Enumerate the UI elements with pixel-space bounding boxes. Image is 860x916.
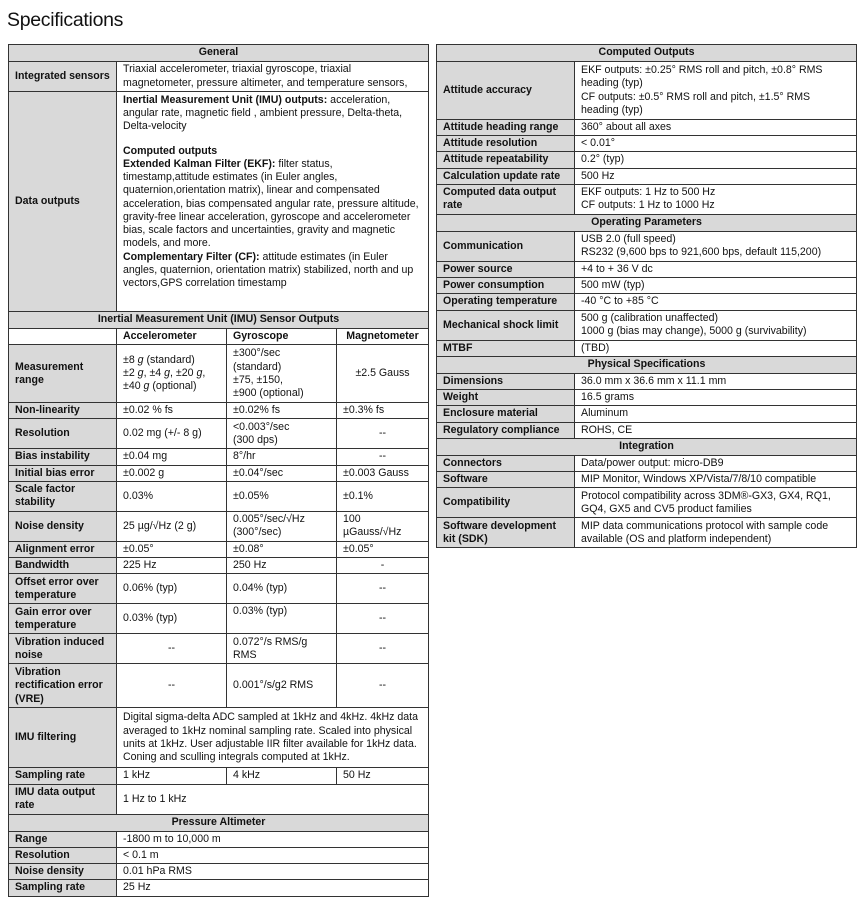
data-outputs-value: [117, 92, 429, 312]
power-consumption-label: Power consumption: [437, 278, 575, 294]
attitude-heading-range-label: Attitude heading range: [437, 120, 575, 136]
dimensions-value: 36.0 mm x 36.6 mm x 11.1 mm: [575, 373, 857, 389]
vibration-noise-accel: --: [117, 634, 227, 664]
imu-col-blank: [9, 329, 117, 345]
pressure-resolution-value: < 0.1 m: [117, 847, 429, 863]
scale-factor-label: Scale factor stability: [9, 481, 117, 511]
software-label: Software: [437, 472, 575, 488]
mechanical-shock-label: Mechanical shock limit: [437, 310, 575, 340]
calculation-update-rate-value: 500 Hz: [575, 168, 857, 184]
computed-output-rate-label: Computed data output rate: [437, 184, 575, 214]
resolution-accel: 0.02 mg (+/- 8 g): [117, 419, 227, 449]
col-accelerometer: Accelerometer: [117, 329, 227, 345]
alignment-error-mag: ±0.05°: [337, 541, 429, 557]
attitude-accuracy-value: EKF outputs: ±0.25° RMS roll and pitch, ±0.8° RMS heading (typ) CF outputs: ±0.5° RMS roll and pitch, ±1.5° RMS heading (typ): [575, 62, 857, 120]
power-source-value: +4 to + 36 V dc: [575, 261, 857, 277]
pressure-noise-density-value: 0.01 hPa RMS: [117, 864, 429, 880]
imu-data-output-rate-label: IMU data output rate: [9, 784, 117, 814]
sdk-value: MIP data communications protocol with sample code available (OS and platform independent): [575, 518, 857, 548]
nonlinearity-mag: ±0.3% fs: [337, 403, 429, 419]
pressure-range-value: -1800 m to 10,000 m: [117, 831, 429, 847]
computed-outputs-heading: Computed outputs: [123, 144, 218, 157]
nonlinearity-label: Non-linearity: [9, 403, 117, 419]
weight-value: 16.5 grams: [575, 390, 857, 406]
alignment-error-gyro: ±0.08°: [227, 541, 337, 557]
gain-error-mag: --: [337, 604, 429, 634]
vre-gyro: 0.001°/s/g2 RMS: [227, 664, 337, 708]
noise-density-mag: 100 µGauss/√Hz: [337, 511, 429, 541]
bias-instability-gyro: 8°/hr: [227, 449, 337, 465]
mechanical-shock-value: 500 g (calibration unaffected) 1000 g (bias may change), 5000 g (survivability): [575, 310, 857, 340]
sdk-label: Software development kit (SDK): [437, 518, 575, 548]
col-gyroscope: Gyroscope: [227, 329, 337, 345]
offset-error-mag: --: [337, 574, 429, 604]
communication-label: Communication: [437, 231, 575, 261]
gain-error-accel: 0.03% (typ): [117, 604, 227, 634]
pressure-noise-density-label: Noise density: [9, 864, 117, 880]
nonlinearity-gyro: ±0.02% fs: [227, 403, 337, 419]
bias-instability-accel: ±0.04 mg: [117, 449, 227, 465]
weight-label: Weight: [437, 390, 575, 406]
measurement-range-gyro: ±300°/sec (standard) ±75, ±150, ±900 (optional): [227, 345, 337, 403]
imu-header: Inertial Measurement Unit (IMU) Sensor Outputs: [9, 312, 429, 329]
resolution-gyro: <0.003°/sec (300 dps): [227, 419, 337, 449]
mtbf-value: (TBD): [575, 340, 857, 356]
measurement-range-accel: ±8 g (standard) ±2 g, ±4 g, ±20 g, ±40 g (optional): [117, 345, 227, 403]
scale-factor-gyro: ±0.05%: [227, 481, 337, 511]
attitude-repeatability-label: Attitude repeatability: [437, 152, 575, 168]
alignment-error-accel: ±0.05°: [117, 541, 227, 557]
operating-temperature-value: -40 °C to +85 °C: [575, 294, 857, 310]
col-magnetometer: Magnetometer: [337, 329, 429, 345]
right-spec-table: [436, 44, 857, 548]
integration-header: Integration: [437, 438, 857, 455]
imu-sampling-rate-label: Sampling rate: [9, 768, 117, 784]
attitude-resolution-value: < 0.01°: [575, 136, 857, 152]
enclosure-material-label: Enclosure material: [437, 406, 575, 422]
communication-value: USB 2.0 (full speed) RS232 (9,600 bps to 921,600 bps, default 115,200): [575, 231, 857, 261]
integrated-sensors-label: Integrated sensors: [9, 62, 117, 92]
offset-error-gyro: 0.04% (typ): [227, 574, 337, 604]
connectors-value: Data/power output: micro-DB9: [575, 455, 857, 471]
vre-label: Vibration rectification error (VRE): [9, 664, 117, 708]
offset-error-label: Offset error over temperature: [9, 574, 117, 604]
offset-error-accel: 0.06% (typ): [117, 574, 227, 604]
physical-specifications-header: Physical Specifications: [437, 356, 857, 373]
bias-instability-label: Bias instability: [9, 449, 117, 465]
imu-sampling-rate-mag: 50 Hz: [337, 768, 429, 784]
attitude-accuracy-label: Attitude accuracy: [437, 62, 575, 120]
mtbf-label: MTBF: [437, 340, 575, 356]
computed-outputs-header: Computed Outputs: [437, 45, 857, 62]
attitude-repeatability-value: 0.2° (typ): [575, 152, 857, 168]
power-source-label: Power source: [437, 261, 575, 277]
gain-error-gyro: 0.03% (typ): [227, 604, 337, 634]
bandwidth-gyro: 250 Hz: [227, 558, 337, 574]
enclosure-material-value: Aluminum: [575, 406, 857, 422]
gain-error-label: Gain error over temperature: [9, 604, 117, 634]
pressure-sampling-rate-value: 25 Hz: [117, 880, 429, 896]
initial-bias-error-accel: ±0.002 g: [117, 465, 227, 481]
nonlinearity-accel: ±0.02 % fs: [117, 403, 227, 419]
general-header: General: [9, 45, 429, 62]
page-title: Specifications: [7, 9, 124, 31]
scale-factor-mag: ±0.1%: [337, 481, 429, 511]
calculation-update-rate-label: Calculation update rate: [437, 168, 575, 184]
bandwidth-mag: -: [337, 558, 429, 574]
regulatory-compliance-value: ROHS, CE: [575, 422, 857, 438]
regulatory-compliance-label: Regulatory compliance: [437, 422, 575, 438]
compatibility-label: Compatibility: [437, 488, 575, 518]
pressure-altimeter-header: Pressure Altimeter: [9, 814, 429, 831]
imu-outputs-text: Inertial Measurement Unit (IMU) outputs: acceleration, angular rate, magnetic field , ambient pressure, Delta-theta, Delta-velocity: [123, 94, 403, 133]
resolution-label: Resolution: [9, 419, 117, 449]
imu-filtering-value: Digital sigma-delta ADC sampled at 1kHz and 4kHz. 4kHz data averaged to 1kHz nominal sampling rate. Scaled into physical units at 1kHz. User adjustable IIR filter available for 1kHz data. Coning and sculling integrals computed at 1kHz.: [117, 708, 429, 768]
imu-data-output-rate-value: 1 Hz to 1 kHz: [117, 784, 429, 814]
initial-bias-error-label: Initial bias error: [9, 465, 117, 481]
vre-mag: --: [337, 664, 429, 708]
ekf-text: Extended Kalman Filter (EKF): filter status, timestamp,attitude estimates (in Euler angles, quaternion,orientation matrix), linear and compensated acceleration, bias compensated angular rate, pressure altitude, gravity-free linear acceleration, gyroscope and accelerometer bias, scale factors and uncertainties, gravity and magnetic models, and more.: [123, 157, 419, 250]
measurement-range-label: Measurement range: [9, 345, 117, 403]
left-spec-table: [8, 44, 429, 897]
pressure-resolution-label: Resolution: [9, 847, 117, 863]
initial-bias-error-mag: ±0.003 Gauss: [337, 465, 429, 481]
pressure-range-label: Range: [9, 831, 117, 847]
compatibility-value: Protocol compatibility across 3DM®-GX3, GX4, RQ1, GQ4, GX5 and CV5 product families: [575, 488, 857, 518]
bandwidth-label: Bandwidth: [9, 558, 117, 574]
imu-sampling-rate-accel: 1 kHz: [117, 768, 227, 784]
attitude-heading-range-value: 360° about all axes: [575, 120, 857, 136]
bias-instability-mag: --: [337, 449, 429, 465]
operating-temperature-label: Operating temperature: [437, 294, 575, 310]
connectors-label: Connectors: [437, 455, 575, 471]
noise-density-label: Noise density: [9, 511, 117, 541]
alignment-error-label: Alignment error: [9, 541, 117, 557]
imu-filtering-label: IMU filtering: [9, 708, 117, 768]
initial-bias-error-gyro: ±0.04°/sec: [227, 465, 337, 481]
integrated-sensors-value: Triaxial accelerometer, triaxial gyroscope, triaxial magnetometer, pressure altimeter, and temperature sensors,: [117, 62, 429, 92]
vibration-noise-gyro: 0.072°/s RMS/g RMS: [227, 634, 337, 664]
vibration-noise-label: Vibration induced noise: [9, 634, 117, 664]
attitude-resolution-label: Attitude resolution: [437, 136, 575, 152]
noise-density-gyro: 0.005°/sec/√Hz (300°/sec): [227, 511, 337, 541]
imu-sampling-rate-gyro: 4 kHz: [227, 768, 337, 784]
operating-parameters-header: Operating Parameters: [437, 214, 857, 231]
dimensions-label: Dimensions: [437, 373, 575, 389]
software-value: MIP Monitor, Windows XP/Vista/7/8/10 compatible: [575, 472, 857, 488]
measurement-range-mag: ±2.5 Gauss: [337, 345, 429, 403]
resolution-mag: --: [337, 419, 429, 449]
cf-text: Complementary Filter (CF): attitude estimates (in Euler angles, quaternion, orientation matrix) stabilized, north and up vectors,GPS correlation timestamp: [123, 250, 414, 290]
power-consumption-value: 500 mW (typ): [575, 278, 857, 294]
vre-accel: --: [117, 664, 227, 708]
vibration-noise-mag: --: [337, 634, 429, 664]
data-outputs-label: Data outputs: [9, 92, 117, 312]
noise-density-accel: 25 µg/√Hz (2 g): [117, 511, 227, 541]
pressure-sampling-rate-label: Sampling rate: [9, 880, 117, 896]
bandwidth-accel: 225 Hz: [117, 558, 227, 574]
computed-output-rate-value: EKF outputs: 1 Hz to 500 Hz CF outputs: 1 Hz to 1000 Hz: [575, 184, 857, 214]
scale-factor-accel: 0.03%: [117, 481, 227, 511]
